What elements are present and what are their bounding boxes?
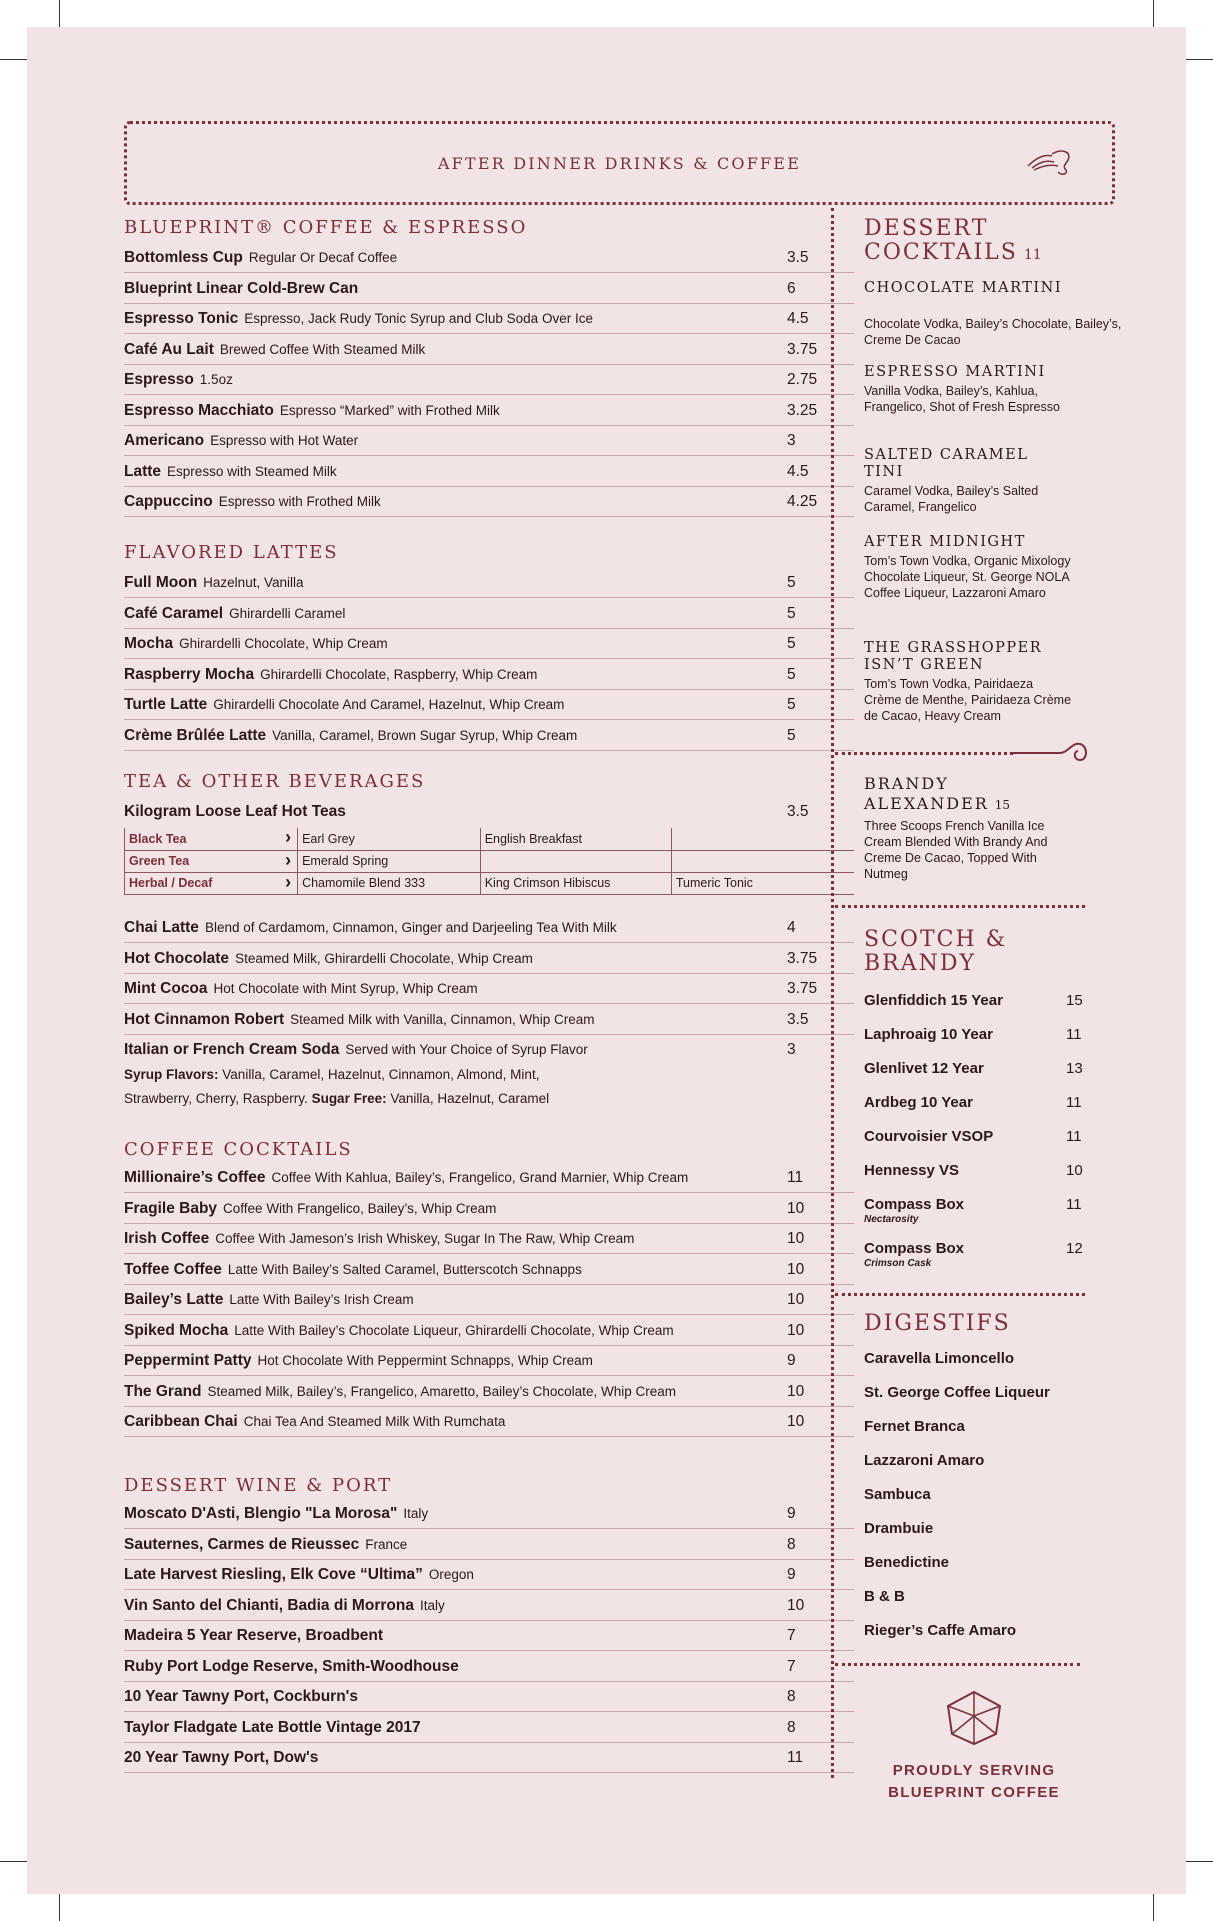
cocktail-name: ESPRESSO MARTINI <box>864 364 1046 380</box>
item-desc: Vanilla, Caramel, Brown Sugar Syrup, Whip Cream <box>272 727 578 743</box>
item-desc: Steamed Milk with Vanilla, Cinnamon, Whip Cream <box>290 1011 595 1027</box>
spirit-item <box>864 1026 1094 1043</box>
scribble-logo-icon <box>1022 142 1078 182</box>
item-price: 4.25 <box>787 493 818 510</box>
menu-item <box>124 274 854 304</box>
item-name: Fragile Baby <box>124 1199 218 1217</box>
item-name: Millionaire’s Coffee <box>124 1169 266 1186</box>
item-name: Chai Latte <box>124 919 199 936</box>
menu-item <box>124 797 854 827</box>
digestif-item: Drambuie <box>864 1520 934 1537</box>
item-name: Peppermint Patty <box>124 1352 252 1369</box>
item-name: Irish Coffee <box>124 1230 210 1247</box>
menu-item <box>124 1316 854 1346</box>
syrup-flavors-list-1: Vanilla, Caramel, Hazelnut, Cinnamon, Almond, Mint, <box>222 1067 540 1082</box>
item-price: 11 <box>1066 1094 1082 1111</box>
section-title-lattes: FLAVORED LATTES <box>124 542 339 563</box>
item-desc: Coffee With Frangelico, Bailey’s, Whip Cream <box>223 1200 497 1216</box>
item-price: 4.5 <box>787 462 809 480</box>
item-subtitle: Crimson Cask <box>864 1258 932 1269</box>
menu-item <box>124 690 854 720</box>
item-price: 3.5 <box>787 249 809 266</box>
tea-variety <box>671 828 854 850</box>
item-price: 12 <box>1066 1240 1083 1257</box>
item-price: 6 <box>787 279 796 297</box>
item-desc: Espresso with Steamed Milk <box>167 463 337 479</box>
menu-item <box>124 1005 854 1035</box>
swirl-ornament-icon <box>1010 736 1090 768</box>
item-price: 8 <box>787 1688 796 1705</box>
item-desc: 1.5oz <box>199 372 233 387</box>
tea-variety: Emerald Spring <box>298 850 481 872</box>
item-price: 10 <box>787 1199 805 1217</box>
digestif-item: Fernet Branca <box>864 1418 965 1435</box>
geometric-gem-logo-icon <box>944 1690 1004 1746</box>
digestif-item: Benedictine <box>864 1554 950 1571</box>
title-line-2: BRANDY <box>864 951 977 976</box>
tea-variety <box>480 850 671 872</box>
cocktail-name: CHOCOLATE MARTINI <box>864 280 1063 296</box>
item-desc: Steamed Milk, Bailey’s, Frangelico, Amaretto, Bailey’s Chocolate, Whip Cream <box>207 1383 676 1399</box>
item-desc: Ghirardelli Chocolate, Whip Cream <box>179 636 388 651</box>
item-desc: France <box>365 1536 408 1552</box>
tea-variety: English Breakfast <box>480 828 671 850</box>
item-price: 3.75 <box>787 980 818 997</box>
section-title-coffee: BLUEPRINT® COFFEE & ESPRESSO <box>124 217 528 238</box>
item-price: 10 <box>787 1382 805 1400</box>
item-name: Café Au Lait <box>124 340 214 358</box>
item-desc: Ghirardelli Chocolate And Caramel, Hazelnut, Whip Cream <box>213 697 565 712</box>
menu-item <box>124 396 854 426</box>
tea-variety: Earl Grey <box>298 828 481 850</box>
item-name: Bottomless Cup <box>124 249 243 266</box>
menu-item <box>124 1499 854 1529</box>
cocktail-name: AFTER MIDNIGHT <box>864 534 1026 550</box>
digestif-item: Caravella Limoncello <box>864 1350 1015 1367</box>
footer-badge <box>858 1690 1090 1804</box>
item-name: Ruby Port Lodge Reserve, Smith-Woodhouse <box>124 1657 459 1675</box>
item-price: 5 <box>787 604 796 622</box>
column-divider <box>831 208 834 1778</box>
item-price: 10 <box>787 1260 805 1278</box>
footer-line-1: PROUDLY SERVING <box>892 1762 1056 1779</box>
menu-item <box>124 335 854 365</box>
item-price: 15 <box>994 798 1011 812</box>
menu-item <box>124 457 854 487</box>
item-name: Caribbean Chai <box>124 1413 238 1430</box>
item-name: 20 Year Tawny Port, Dow's <box>124 1749 319 1766</box>
menu-item <box>124 1035 854 1065</box>
section-divider <box>835 1293 1085 1296</box>
item-price: 11 <box>1066 1196 1082 1213</box>
chevron-right-icon: › <box>285 871 292 892</box>
menu-item <box>124 1255 854 1285</box>
brandy-alexander-title <box>864 774 1104 815</box>
item-name: Espresso <box>124 371 194 388</box>
menu-item <box>124 629 854 659</box>
menu-item <box>124 1743 854 1773</box>
item-price: 3.75 <box>787 340 818 358</box>
section-title-coffee-cocktails: COFFEE COCKTAILS <box>124 1139 353 1160</box>
item-price: 13 <box>1066 1060 1083 1077</box>
menu-item <box>124 1591 854 1621</box>
item-price: 3.25 <box>787 401 818 419</box>
item-name: Mocha <box>124 635 174 652</box>
item-desc: Italy <box>403 1506 429 1521</box>
cocktail-desc: Caramel Vodka, Bailey’s Salted Caramel, Frangelico <box>864 484 1039 514</box>
spirit-item <box>864 1094 1094 1111</box>
section-title-tea: TEA & OTHER BEVERAGES <box>124 771 426 792</box>
digestif-item: B & B <box>864 1588 905 1605</box>
item-price: 10 <box>787 1321 805 1339</box>
spirit-item <box>864 1240 1094 1257</box>
title-line-1: DESSERT <box>864 216 989 241</box>
item-price: 9 <box>787 1566 796 1583</box>
item-name: Taylor Fladgate Late Bottle Vintage 2017 <box>124 1718 421 1736</box>
tea-variety: Chamomile Blend 333 <box>298 872 481 894</box>
item-name: Glenfiddich 15 Year <box>864 992 1003 1009</box>
tea-category <box>125 828 298 850</box>
item-price: 10 <box>787 1413 805 1430</box>
cocktail-name: SALTED CARAMEL TINI <box>864 447 1029 480</box>
item-price: 15 <box>1066 992 1083 1009</box>
item-name: Hot Chocolate <box>124 949 230 967</box>
menu-item <box>124 1407 854 1437</box>
tea-category-label: Green Tea <box>129 854 190 868</box>
menu-item <box>124 1560 854 1590</box>
item-desc: Italy <box>419 1597 445 1613</box>
menu-item <box>124 1285 854 1315</box>
item-price: 5 <box>787 574 796 591</box>
item-name: Espresso Macchiato <box>124 401 274 419</box>
item-name: Vin Santo del Chianti, Badia di Morrona <box>124 1596 414 1614</box>
footer-line-2: BLUEPRINT COFFEE <box>888 1784 1060 1801</box>
item-name: Compass Box <box>864 1240 965 1257</box>
item-price: 9 <box>787 1505 796 1522</box>
item-desc: Coffee With Jameson’s Irish Whiskey, Sugar In The Raw, Whip Cream <box>215 1231 635 1246</box>
item-desc: Espresso, Jack Rudy Tonic Syrup and Club Soda Over Ice <box>244 311 593 326</box>
item-desc: Hazelnut, Vanilla <box>203 575 304 590</box>
item-desc: Espresso “Marked” with Frothed Milk <box>279 402 500 418</box>
menu-item <box>124 660 854 690</box>
item-name: Turtle Latte <box>124 696 208 713</box>
spirit-item <box>864 1196 1094 1213</box>
menu-item <box>124 426 854 456</box>
title-line-2: COCKTAILS <box>864 240 1018 265</box>
menu-item <box>124 974 854 1004</box>
menu-item <box>124 1163 854 1193</box>
tea-table <box>124 828 854 895</box>
item-desc: Steamed Milk, Ghirardelli Chocolate, Whip Cream <box>235 950 533 966</box>
menu-item <box>124 599 854 629</box>
digestif-item: Sambuca <box>864 1486 931 1503</box>
item-price: 7 <box>787 1657 796 1675</box>
item-name: Spiked Mocha <box>124 1321 229 1339</box>
item-desc: Oregon <box>428 1567 474 1582</box>
item-name: Americano <box>124 432 205 449</box>
menu-item <box>124 1652 854 1682</box>
item-name: Compass Box <box>864 1196 965 1213</box>
section-divider <box>835 1663 1080 1666</box>
tea-variety: Tumeric Tonic <box>671 872 854 894</box>
tea-variety: King Crimson Hibiscus <box>480 872 671 894</box>
item-desc: Blend of Cardamom, Cinnamon, Ginger and Darjeeling Tea With Milk <box>204 920 617 935</box>
item-price: 4.5 <box>787 310 809 327</box>
menu-item <box>124 568 854 598</box>
item-name: Italian or French Cream Soda <box>124 1041 340 1058</box>
cocktail-desc: Vanilla Vodka, Bailey’s, Kahlua, Frangelico, Shot of Fresh Espresso <box>864 384 1060 414</box>
item-desc: Chai Tea And Steamed Milk With Rumchata <box>243 1414 506 1429</box>
sugar-free-label: Sugar Free: <box>311 1091 387 1106</box>
tea-variety <box>671 850 854 872</box>
item-price: 5 <box>787 665 796 683</box>
item-price: 11 <box>787 1169 804 1186</box>
cocktail-desc: Tom’s Town Vodka, Pairidaeza Crème de Menthe, Pairidaeza Crème de Cacao, Heavy Cream <box>864 677 1072 723</box>
item-desc: Served with Your Choice of Syrup Flavor <box>345 1042 588 1057</box>
item-name: Cappuccino <box>124 493 213 510</box>
item-desc: Ghirardelli Caramel <box>229 605 346 621</box>
item-price: 7 <box>787 1627 796 1644</box>
menu-item <box>124 1224 854 1254</box>
menu-item <box>124 487 854 517</box>
item-name: Moscato D'Asti, Blengio "La Morosa" <box>124 1505 398 1522</box>
item-desc: Latte With Bailey’s Irish Cream <box>229 1292 414 1307</box>
tea-category <box>125 850 298 872</box>
item-desc: Latte With Bailey’s Chocolate Liqueur, Ghirardelli Chocolate, Whip Cream <box>234 1322 674 1338</box>
section-price: 11 <box>1023 247 1042 263</box>
item-name: Laphroaig 10 Year <box>864 1026 993 1043</box>
item-name: 10 Year Tawny Port, Cockburn's <box>124 1688 358 1705</box>
item-price: 8 <box>787 1535 796 1553</box>
item-desc: Ghirardelli Chocolate, Raspberry, Whip Cream <box>260 666 538 682</box>
item-name: Blueprint Linear Cold-Brew Can <box>124 279 359 297</box>
item-desc: Coffee With Kahlua, Bailey’s, Frangelico, Grand Marnier, Whip Cream <box>271 1170 689 1185</box>
menu-item <box>124 1194 854 1224</box>
section-title-wine: DESSERT WINE & PORT <box>124 1475 393 1496</box>
tea-table-row <box>125 872 855 894</box>
item-name: Ardbeg 10 Year <box>864 1094 973 1111</box>
item-desc: Espresso with Frothed Milk <box>218 494 381 509</box>
menu-item <box>124 1713 854 1743</box>
menu-item <box>124 944 854 974</box>
item-price: 8 <box>787 1718 796 1736</box>
spirit-item <box>864 992 1094 1009</box>
spirit-item <box>864 1128 1094 1145</box>
menu-item <box>124 304 854 334</box>
tea-table-row <box>125 828 855 850</box>
menu-item <box>124 365 854 395</box>
item-price: 11 <box>787 1749 804 1766</box>
tea-category <box>125 872 298 894</box>
item-name: Hennessy VS <box>864 1162 960 1179</box>
item-name: Glenlivet 12 Year <box>864 1060 984 1077</box>
item-price: 2.75 <box>787 371 818 388</box>
item-desc: Hot Chocolate with Mint Syrup, Whip Cream <box>213 981 478 996</box>
item-name: Late Harvest Riesling, Elk Cove “Ultima” <box>124 1566 423 1583</box>
section-divider <box>835 752 1013 755</box>
item-price: 5 <box>787 696 796 713</box>
item-desc: Latte With Bailey’s Salted Caramel, Butterscotch Schnapps <box>227 1261 582 1277</box>
item-price: 3.5 <box>787 803 809 820</box>
menu-item <box>124 1621 854 1651</box>
section-divider <box>835 905 1085 908</box>
digestif-item: St. George Coffee Liqueur <box>864 1384 1050 1401</box>
item-price: 3 <box>787 1041 796 1058</box>
title-line-1: BRANDY <box>864 774 949 793</box>
syrup-flavors-label: Syrup Flavors: <box>124 1067 219 1082</box>
item-name: Full Moon <box>124 574 198 591</box>
item-price: 3.5 <box>787 1010 809 1028</box>
item-price: 10 <box>1066 1162 1083 1179</box>
menu-item <box>124 1346 854 1376</box>
menu-item <box>124 1377 854 1407</box>
spirit-item <box>864 1060 1094 1077</box>
menu-item <box>124 721 854 751</box>
item-name: Bailey’s Latte <box>124 1291 224 1308</box>
syrup-flavors-note <box>124 1063 724 1111</box>
tea-category-label: Herbal / Decaf <box>129 876 213 890</box>
chevron-right-icon: › <box>285 849 292 870</box>
cocktail-name: THE GRASSHOPPER ISN’T GREEN <box>864 640 1043 673</box>
title-line-1: SCOTCH & <box>864 927 1008 952</box>
tea-table-row <box>125 850 855 872</box>
cocktail-desc: Tom’s Town Vodka, Organic Mixology Chocolate Liqueur, St. George NOLA Coffee Liqueur, Lazzaroni Amaro <box>864 554 1071 600</box>
item-price: 11 <box>1066 1026 1082 1043</box>
item-name: Espresso Tonic <box>124 310 239 327</box>
menu-item <box>124 1682 854 1712</box>
item-name: The Grand <box>124 1382 202 1400</box>
item-desc: Regular Or Decaf Coffee <box>248 250 398 265</box>
item-name: Madeira 5 Year Reserve, Broadbent <box>124 1627 384 1644</box>
item-price: 9 <box>787 1352 796 1369</box>
page-title: AFTER DINNER DRINKS & COFFEE <box>437 154 802 173</box>
menu-item <box>124 243 854 273</box>
menu-item <box>124 1530 854 1560</box>
item-name: Mint Cocoa <box>124 980 208 997</box>
digestif-item: Lazzaroni Amaro <box>864 1452 985 1469</box>
item-desc: Hot Chocolate With Peppermint Schnapps, Whip Cream <box>257 1353 593 1368</box>
cocktail-desc: Chocolate Vodka, Bailey’s Chocolate, Bailey’s, Creme De Cacao <box>864 317 1122 347</box>
item-name: Sauternes, Carmes de Rieussec <box>124 1535 360 1553</box>
brandy-alexander-desc: Three Scoops French Vanilla Ice Cream Blended With Brandy And Creme De Cacao, Topped With Nutmeg <box>864 819 1048 881</box>
section-title-dessert-cocktails <box>864 217 1042 267</box>
item-price: 5 <box>787 726 796 744</box>
item-name: Toffee Coffee <box>124 1260 222 1278</box>
item-name: Raspberry Mocha <box>124 665 255 683</box>
item-price: 4 <box>787 919 796 936</box>
item-subtitle: Nectarosity <box>864 1214 919 1225</box>
item-name: Hot Cinnamon Robert <box>124 1010 285 1028</box>
header-banner <box>124 121 1115 205</box>
item-price: 10 <box>787 1291 805 1308</box>
tea-category-label: Black Tea <box>129 831 187 846</box>
item-desc: Brewed Coffee With Steamed Milk <box>219 341 426 357</box>
title-line-2: ALEXANDER <box>864 794 989 813</box>
item-price: 3.75 <box>787 949 818 967</box>
item-price: 10 <box>787 1230 805 1247</box>
syrup-flavors-list-2: Strawberry, Cherry, Raspberry. <box>124 1091 308 1106</box>
item-price: 10 <box>787 1596 805 1614</box>
item-price: 3 <box>787 432 796 449</box>
menu-item <box>124 913 854 943</box>
section-title-scotch <box>864 928 1007 976</box>
item-name: Latte <box>124 462 162 480</box>
item-name: Courvoisier VSOP <box>864 1128 994 1145</box>
item-price: 11 <box>1066 1128 1082 1145</box>
item-price: 5 <box>787 635 796 652</box>
chevron-right-icon: › <box>285 827 292 847</box>
item-name: Café Caramel <box>124 604 224 622</box>
digestif-item: Rieger’s Caffe Amaro <box>864 1622 1016 1639</box>
spirit-item <box>864 1162 1094 1179</box>
item-desc: Espresso with Hot Water <box>210 433 359 448</box>
item-name: Kilogram Loose Leaf Hot Teas <box>124 803 346 820</box>
sugar-free-list: Vanilla, Hazelnut, Caramel <box>390 1091 550 1106</box>
section-title-digestifs: DIGESTIFS <box>864 1311 1011 1336</box>
item-name: Crème Brûlée Latte <box>124 726 267 744</box>
